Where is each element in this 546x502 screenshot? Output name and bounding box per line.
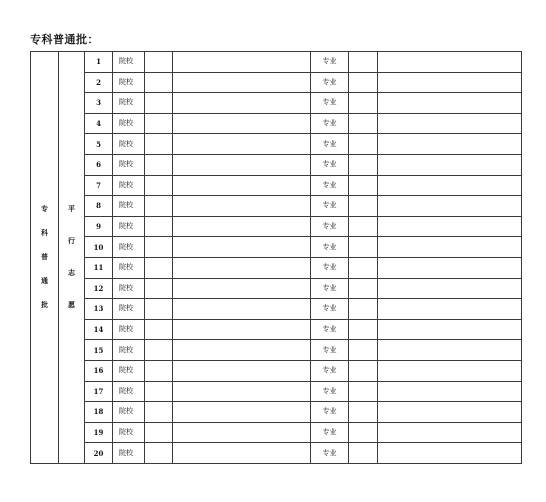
major-code-field[interactable] (349, 402, 378, 423)
school-code-field[interactable] (145, 443, 173, 464)
school-name-field[interactable] (173, 278, 311, 299)
table-row (31, 154, 522, 175)
major-code-field[interactable] (349, 72, 378, 93)
school-label: 院校 (113, 402, 145, 423)
major-name-field[interactable] (378, 340, 522, 361)
table-row (31, 402, 522, 423)
school-name-field[interactable] (173, 360, 311, 381)
school-label: 院校 (113, 443, 145, 464)
school-name-field[interactable] (173, 175, 311, 196)
major-label: 专业 (311, 216, 349, 237)
school-code-field[interactable] (145, 319, 173, 340)
school-label: 院校 (113, 93, 145, 114)
row-number: 16 (85, 360, 113, 381)
major-code-field[interactable] (349, 360, 378, 381)
major-name-field[interactable] (378, 93, 522, 114)
major-code-field[interactable] (349, 113, 378, 134)
major-code-field[interactable] (349, 381, 378, 402)
table-row (31, 257, 522, 278)
table-row (31, 134, 522, 155)
major-code-field[interactable] (349, 278, 378, 299)
table-row (31, 52, 522, 73)
major-label: 专业 (311, 52, 349, 73)
table-row (31, 113, 522, 134)
table-row (31, 175, 522, 196)
major-label: 专业 (311, 175, 349, 196)
school-label: 院校 (113, 154, 145, 175)
major-code-field[interactable] (349, 93, 378, 114)
section-title: 专科普通批： (30, 33, 99, 46)
major-label: 专业 (311, 360, 349, 381)
school-label: 院校 (113, 257, 145, 278)
row-number: 8 (85, 196, 113, 217)
school-name-field[interactable] (173, 196, 311, 217)
major-code-field[interactable] (349, 422, 378, 443)
school-label: 院校 (113, 216, 145, 237)
school-name-field[interactable] (173, 72, 311, 93)
row-number: 4 (85, 113, 113, 134)
major-label: 专业 (311, 299, 349, 320)
table-row (31, 299, 522, 320)
school-label: 院校 (113, 319, 145, 340)
major-name-field[interactable] (378, 52, 522, 73)
school-label: 院校 (113, 278, 145, 299)
row-number: 3 (85, 93, 113, 114)
school-name-field[interactable] (173, 340, 311, 361)
row-number: 14 (85, 319, 113, 340)
major-name-field[interactable] (378, 134, 522, 155)
major-code-field[interactable] (349, 134, 378, 155)
major-code-field[interactable] (349, 257, 378, 278)
major-name-field[interactable] (378, 216, 522, 237)
group-label-cell (59, 52, 85, 464)
major-label: 专业 (311, 257, 349, 278)
major-label: 专业 (311, 237, 349, 258)
school-code-field[interactable] (145, 422, 173, 443)
major-code-field[interactable] (349, 340, 378, 361)
batch-label-char: 通 (41, 276, 48, 286)
school-code-field[interactable] (145, 257, 173, 278)
school-label: 院校 (113, 381, 145, 402)
table-row (31, 319, 522, 340)
school-name-field[interactable] (173, 299, 311, 320)
major-name-field[interactable] (378, 319, 522, 340)
row-number: 11 (85, 257, 113, 278)
volunteer-form-table (30, 51, 522, 464)
group-label-char: 平 (68, 204, 75, 214)
major-name-field[interactable] (378, 257, 522, 278)
major-code-field[interactable] (349, 52, 378, 73)
row-number: 6 (85, 154, 113, 175)
row-number: 20 (85, 443, 113, 464)
major-name-field[interactable] (378, 402, 522, 423)
major-name-field[interactable] (378, 175, 522, 196)
table-row (31, 278, 522, 299)
school-label: 院校 (113, 134, 145, 155)
school-name-field[interactable] (173, 319, 311, 340)
row-number: 12 (85, 278, 113, 299)
school-code-field[interactable] (145, 402, 173, 423)
school-code-field[interactable] (145, 196, 173, 217)
major-name-field[interactable] (378, 360, 522, 381)
row-number: 7 (85, 175, 113, 196)
major-name-field[interactable] (378, 381, 522, 402)
batch-label-char: 批 (41, 300, 48, 310)
table-row (31, 422, 522, 443)
school-code-field[interactable] (145, 134, 173, 155)
row-number: 10 (85, 237, 113, 258)
row-number: 17 (85, 381, 113, 402)
major-code-field[interactable] (349, 216, 378, 237)
major-code-field[interactable] (349, 154, 378, 175)
school-name-field[interactable] (173, 381, 311, 402)
school-code-field[interactable] (145, 381, 173, 402)
group-label-char: 志 (68, 268, 75, 278)
school-code-field[interactable] (145, 278, 173, 299)
school-label: 院校 (113, 72, 145, 93)
school-name-field[interactable] (173, 402, 311, 423)
major-name-field[interactable] (378, 196, 522, 217)
school-code-field[interactable] (145, 216, 173, 237)
row-number: 2 (85, 72, 113, 93)
table-row (31, 216, 522, 237)
school-code-field[interactable] (145, 175, 173, 196)
school-name-field[interactable] (173, 237, 311, 258)
major-label: 专业 (311, 278, 349, 299)
school-name-field[interactable] (173, 257, 311, 278)
major-label: 专业 (311, 72, 349, 93)
batch-label-char: 普 (41, 252, 48, 262)
major-name-field[interactable] (378, 113, 522, 134)
school-code-field[interactable] (145, 340, 173, 361)
major-code-field[interactable] (349, 237, 378, 258)
school-name-field[interactable] (173, 443, 311, 464)
group-label-char: 愿 (68, 300, 75, 310)
major-label: 专业 (311, 113, 349, 134)
school-name-field[interactable] (173, 93, 311, 114)
major-label: 专业 (311, 443, 349, 464)
school-code-field[interactable] (145, 72, 173, 93)
school-name-field[interactable] (173, 52, 311, 73)
school-label: 院校 (113, 237, 145, 258)
row-number: 9 (85, 216, 113, 237)
batch-label-char: 专 (41, 204, 48, 214)
row-number: 1 (85, 52, 113, 73)
school-label: 院校 (113, 113, 145, 134)
school-label: 院校 (113, 299, 145, 320)
table-row (31, 237, 522, 258)
school-label: 院校 (113, 52, 145, 73)
group-label-char: 行 (68, 236, 75, 246)
row-number: 15 (85, 340, 113, 361)
major-code-field[interactable] (349, 299, 378, 320)
major-code-field[interactable] (349, 443, 378, 464)
school-name-field[interactable] (173, 134, 311, 155)
major-label: 专业 (311, 381, 349, 402)
school-code-field[interactable] (145, 154, 173, 175)
school-name-field[interactable] (173, 113, 311, 134)
school-code-field[interactable] (145, 237, 173, 258)
school-name-field[interactable] (173, 216, 311, 237)
school-code-field[interactable] (145, 299, 173, 320)
school-name-field[interactable] (173, 154, 311, 175)
major-name-field[interactable] (378, 299, 522, 320)
batch-label-cell (31, 52, 59, 464)
row-number: 19 (85, 422, 113, 443)
table-row (31, 360, 522, 381)
school-code-field[interactable] (145, 52, 173, 73)
table-row (31, 196, 522, 217)
major-code-field[interactable] (349, 196, 378, 217)
major-name-field[interactable] (378, 278, 522, 299)
major-label: 专业 (311, 422, 349, 443)
school-code-field[interactable] (145, 113, 173, 134)
school-name-field[interactable] (173, 422, 311, 443)
major-label: 专业 (311, 340, 349, 361)
major-name-field[interactable] (378, 237, 522, 258)
row-number: 18 (85, 402, 113, 423)
school-code-field[interactable] (145, 360, 173, 381)
table-row (31, 381, 522, 402)
major-label: 专业 (311, 402, 349, 423)
school-label: 院校 (113, 196, 145, 217)
batch-label-char: 科 (41, 228, 48, 238)
table-row (31, 93, 522, 114)
school-label: 院校 (113, 360, 145, 381)
major-label: 专业 (311, 319, 349, 340)
row-number: 13 (85, 299, 113, 320)
major-code-field[interactable] (349, 175, 378, 196)
table-row (31, 340, 522, 361)
major-name-field[interactable] (378, 422, 522, 443)
row-number: 5 (85, 134, 113, 155)
table-row (31, 443, 522, 464)
major-name-field[interactable] (378, 443, 522, 464)
major-name-field[interactable] (378, 154, 522, 175)
major-label: 专业 (311, 154, 349, 175)
school-label: 院校 (113, 340, 145, 361)
major-name-field[interactable] (378, 72, 522, 93)
major-code-field[interactable] (349, 319, 378, 340)
major-label: 专业 (311, 134, 349, 155)
major-label: 专业 (311, 93, 349, 114)
school-label: 院校 (113, 175, 145, 196)
school-code-field[interactable] (145, 93, 173, 114)
major-label: 专业 (311, 196, 349, 217)
school-label: 院校 (113, 422, 145, 443)
table-row (31, 72, 522, 93)
